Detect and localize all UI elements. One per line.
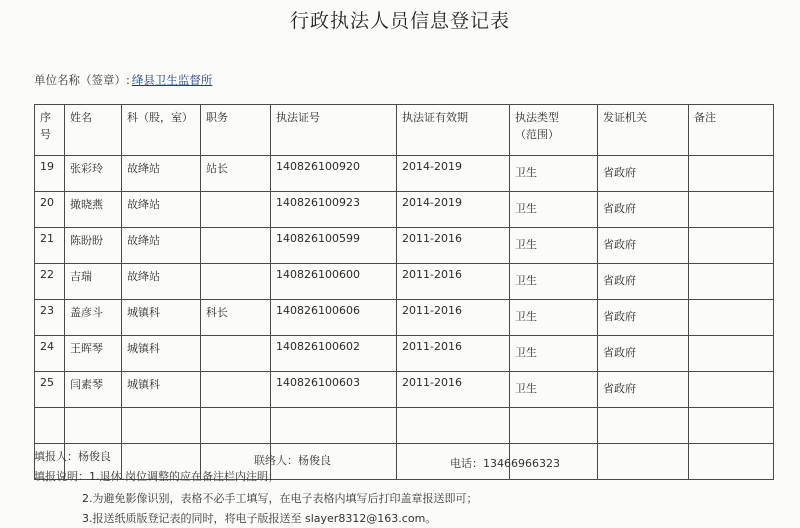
cell-dept: 城镇科 (122, 372, 201, 408)
header-remark: 备注 (689, 105, 774, 156)
cell-validity: 2011-2016 (397, 336, 510, 372)
cell-type: 卫生 (510, 264, 598, 300)
cell-seq: 25 (35, 372, 65, 408)
unit-name-value: 绛县卫生监督所 (131, 73, 213, 87)
cell-seq: 20 (35, 192, 65, 228)
cell-seq (35, 408, 65, 444)
cell-name: 吉瑞 (65, 264, 122, 300)
cell-position: 站长 (201, 156, 271, 192)
cell-name: 闫素琴 (65, 372, 122, 408)
cell-name: 张彩玲 (65, 156, 122, 192)
cell-remark (689, 228, 774, 264)
cell-seq: 24 (35, 336, 65, 372)
note-1: 1.退休.岗位调整的应在备注栏内注明； (89, 470, 279, 483)
cell-issuer: 省政府 (598, 300, 689, 336)
table-header-row (35, 105, 774, 156)
table-row (35, 408, 774, 444)
cell-issuer: 省政府 (598, 372, 689, 408)
table-row (35, 372, 774, 408)
header-seq: 序号 (35, 105, 65, 156)
cell-dept: 城镇科 (122, 300, 201, 336)
header-cert-no: 执法证号 (271, 105, 397, 156)
cell-validity: 2011-2016 (397, 300, 510, 336)
cell-type: 卫生 (510, 192, 598, 228)
cell-remark (689, 300, 774, 336)
cell-cert-no: 140826100603 (271, 372, 397, 408)
cell-cert-no: 140826100600 (271, 264, 397, 300)
cell-type (510, 408, 598, 444)
cell-issuer: 省政府 (598, 156, 689, 192)
cell-issuer: 省政府 (598, 228, 689, 264)
cell-cert-no: 140826100920 (271, 156, 397, 192)
cell-dept: 故绛站 (122, 228, 201, 264)
cell-type: 卫生 (510, 300, 598, 336)
cell-position (201, 336, 271, 372)
cell-seq: 22 (35, 264, 65, 300)
cell-validity: 2014-2019 (397, 156, 510, 192)
cell-issuer: 省政府 (598, 264, 689, 300)
notes-line-1 (34, 468, 279, 484)
cell-seq: 21 (35, 228, 65, 264)
cell-position (201, 264, 271, 300)
cell-seq: 19 (35, 156, 65, 192)
header-position: 职务 (201, 105, 271, 156)
cell-seq: 23 (35, 300, 65, 336)
phone-text: 电话：13466966323 (450, 457, 560, 470)
cell-remark (689, 408, 774, 444)
cell-name: 王晖琴 (65, 336, 122, 372)
table-row (35, 192, 774, 228)
cell-remark (689, 156, 774, 192)
cell-dept: 城镇科 (122, 336, 201, 372)
form-title: 行政执法人员信息登记表 (289, 10, 510, 32)
cell-validity: 2011-2016 (397, 228, 510, 264)
table-row (35, 228, 774, 264)
cell-position (201, 372, 271, 408)
cell-name (65, 408, 122, 444)
header-dept: 科（股，室） (122, 105, 201, 156)
cell-type: 卫生 (510, 156, 598, 192)
cell-position (201, 192, 271, 228)
cell-remark (689, 192, 774, 228)
cell-issuer (598, 408, 689, 444)
note-3: 3.报送纸质版登记表的同时，将电子版报送至 slayer8312@163.com。 (82, 512, 437, 525)
filler-text: 填报人：杨俊良 (34, 450, 111, 463)
cell-validity: 2014-2019 (397, 192, 510, 228)
header-name: 姓名 (65, 105, 122, 156)
cell-position: 科长 (201, 300, 271, 336)
cell-name: 撖晓燕 (65, 192, 122, 228)
cell-type: 卫生 (510, 372, 598, 408)
cell-name: 盖彦斗 (65, 300, 122, 336)
cell-position (201, 408, 271, 444)
cell-cert-no: 140826100923 (271, 192, 397, 228)
cell-cert-no: 140826100599 (271, 228, 397, 264)
cell-remark (689, 444, 774, 480)
header-validity: 执法证有效期 (397, 105, 510, 156)
table-row (35, 264, 774, 300)
table-row (35, 156, 774, 192)
contact-text: 联络人：杨俊良 (254, 454, 331, 467)
cell-cert-no: 140826100606 (271, 300, 397, 336)
cell-type: 卫生 (510, 336, 598, 372)
cell-type: 卫生 (510, 228, 598, 264)
note-2: 2.为避免影像识别，表格不必手工填写，在电子表格内填写后打印盖章报送即可； (82, 492, 478, 505)
cell-dept: 故绛站 (122, 156, 201, 192)
cell-dept: 故绛站 (122, 192, 201, 228)
unit-name-line (34, 72, 212, 88)
cell-name: 陈盼盼 (65, 228, 122, 264)
cell-issuer (598, 444, 689, 480)
header-type: 执法类型（范围） (510, 105, 598, 156)
cell-dept: 故绛站 (122, 264, 201, 300)
cell-issuer: 省政府 (598, 336, 689, 372)
unit-name-label: 单位名称（签章）: (34, 73, 130, 87)
table-row (35, 336, 774, 372)
cell-dept (122, 408, 201, 444)
cell-remark (689, 264, 774, 300)
cell-cert-no: 140826100602 (271, 336, 397, 372)
cell-position (201, 228, 271, 264)
cell-cert-no (271, 408, 397, 444)
notes-label: 填报说明： (34, 470, 89, 483)
header-issuer: 发证机关 (598, 105, 689, 156)
cell-validity: 2011-2016 (397, 264, 510, 300)
cell-remark (689, 336, 774, 372)
registration-table (34, 104, 774, 480)
cell-issuer: 省政府 (598, 192, 689, 228)
cell-remark (689, 372, 774, 408)
table-row (35, 300, 774, 336)
cell-validity: 2011-2016 (397, 372, 510, 408)
cell-validity (397, 408, 510, 444)
